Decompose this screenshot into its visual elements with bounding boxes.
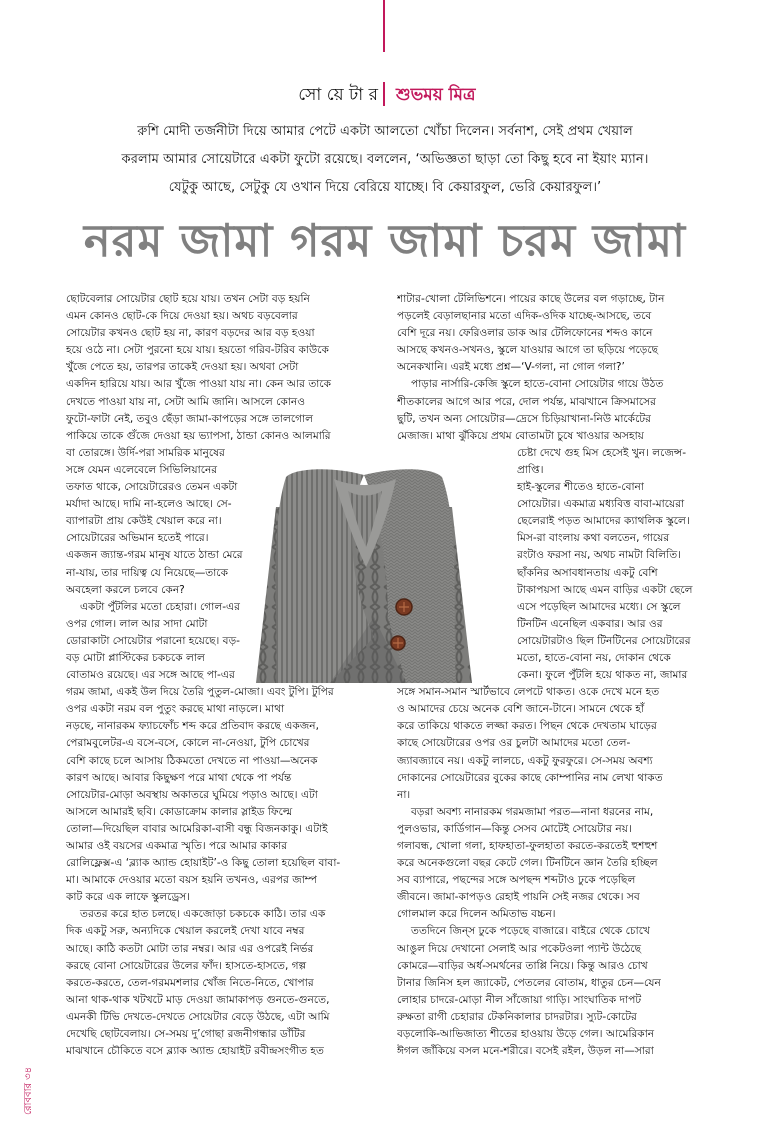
author-name: শুভময় মিত্র bbox=[396, 85, 476, 105]
body-line: গলাবন্ধ, খোলা গলা, হাফহাতা-ফুলহাতা করতে-করতেই হুশহুশ bbox=[397, 840, 658, 852]
body-line: সোয়েটার-মোড়া অবস্থায় অকাতরে ঘুমিয়ে পড়াও আছে। এটা bbox=[66, 788, 318, 801]
body-line: ও আমাদের চেয়ে অনেক বেশি জানে-টানে। সামনে থেকে হাঁ bbox=[397, 703, 645, 716]
body-line: আসছে কখনও-সখনও, স্কুলে যাওয়ার আগে তা ছড়িয়ে পড়েছে bbox=[397, 344, 659, 357]
page-number: রোববার ৩৪ bbox=[23, 1066, 34, 1115]
body-line: করে অনেকগুলো বছর কেটে গেল। টিনটিনে জ্ঞান তৈরি হচ্ছিল bbox=[397, 857, 658, 870]
body-line: ছোটবেলার সোয়েটার ছোট হয়ে যায়। তখন সেটা বড় হয়নি bbox=[66, 293, 310, 305]
body-line: রংটাও ফরসা নয়, অথচ নামটা বিলিতি। bbox=[517, 549, 681, 562]
body-line: ফুটো-ফাটা নেই, তবুও ছেঁড়া জামা-কাপড়ের সঙ্গে তালগোল bbox=[66, 412, 314, 425]
body-line: গরম জামা, একই উল দিয়ে তৈরি পুতুল-মোজা। এবং টুপি। টুপির bbox=[66, 686, 334, 699]
body-line: নড়ছে, নানারকম ফ্যাচফোঁচ শব্দ করে প্রতিবাদ করছে একজন, bbox=[66, 720, 319, 733]
page-footer bbox=[20, 1015, 38, 1115]
body-line: কারণ আছে। আবার কিছুক্ষণ পরে মাথা থেকে পা পর্যন্ত bbox=[66, 771, 292, 784]
body-line: করে তাকিয়ে থাকতে লজ্জা করত। পিছন থেকে দেখতাম ঘাড়ের bbox=[397, 720, 657, 733]
body-line: শাটার-খোলা টেলিভিশনে। পায়ের কাছে উলের বল গড়াচ্ছে, টান bbox=[397, 293, 665, 305]
body-line: গোলমাল করে দিলেন অমিতাভ বচ্চন। bbox=[397, 908, 556, 921]
body-line: একটা পুঁটলির মতো চেহারা। গোল-এর bbox=[80, 600, 240, 613]
body-line: সঙ্গে যেমন এলেবেলে সিভিলিয়ানের bbox=[66, 463, 218, 476]
body-line: খুঁজে পেতে হয়, তারপর তাকেই দেওয়া হয়। অথবা সেটা bbox=[66, 361, 299, 374]
body-line: হয়ে ওঠে না। সেটা পুরনো হয়ে যায়। হয়তো গরিব-টরিব কাউকে bbox=[66, 344, 329, 357]
body-line: আমার ওই বয়সের একমাত্র স্মৃতি। পরে আমার কাকার bbox=[66, 840, 288, 852]
body-line: প্রাপ্তি। bbox=[517, 463, 544, 476]
body-line: আনা থাক-থাক খটখটে মাড় দেওয়া জামাকাপড় গুনতে-গুনতে, bbox=[66, 993, 330, 1006]
body-line: পাকিয়ে তাকে গুঁজে দেওয়া হয় ভ্যাপসা, ঠান্ডা কোনও আলমারি bbox=[66, 429, 331, 442]
body-line: কাট করে এক লাফে স্কুলড্রেস। bbox=[66, 891, 190, 904]
body-line: সঙ্গে সমান-সমান স্মার্টভাবে লেপটে থাকত। ওকে দেখে মনে হত bbox=[397, 686, 660, 699]
body-line: দিক একটু সরু, অন্যদিকে খেয়াল করলেই দেখা যাবে নম্বর bbox=[66, 925, 305, 938]
body-line: মিস-রা বাংলায় কথা বলতেন, গায়ের bbox=[517, 532, 670, 545]
body-line: রুক্ষতা রাগী চেহারার টেকনিকালার চাদরটার। স্যুট-কোটের bbox=[397, 1010, 637, 1023]
sweater-image bbox=[256, 467, 472, 683]
body-line: দোকানের সোয়েটারের বুকের কাছে কোম্পানির নাম লেখা থাকত bbox=[397, 771, 663, 784]
body-line: আসলে আমারই ছবি। কোডাক্রোম কালার স্লাইড ফিল্মে bbox=[66, 805, 293, 818]
body-line: আঙুল দিয়ে দেখানো সেলাই আর পকেটওলা প্যান্ট উঠেছে bbox=[397, 942, 642, 955]
body-line: মর্যাদা আছে। দামি না-হলেও আছে। সে- bbox=[66, 498, 232, 511]
body-line: ছুটি, তখন অন্য সোয়েটার—দ্রেসে চিড়িয়াখানা-নিউ মার্কেটের bbox=[397, 412, 651, 425]
body-line: তফাত থাকে, সোয়েটারেরও তেমন একটা bbox=[66, 481, 238, 494]
body-line: টাকাপয়সা আছে এমন বাড়ির একটা ছেলে bbox=[517, 583, 693, 596]
body-line: বা তোরঙ্গে। উর্দি-পরা সামরিক মানুষের bbox=[66, 446, 225, 459]
body-line: একজন জ্যান্ত-গরম মানুষ যাতে ঠান্ডা মেরে bbox=[66, 549, 243, 562]
intro-line: যেটুকু আছে, সেটুকু যে ওখান দিয়ে বেরিয়ে যাচ্ছে। বি কেয়ারফুল, ভেরি কেয়ারফুল।’ bbox=[168, 180, 602, 195]
body-line: টানার জিনিস হল জ্যাকেট, পেতলের বোতাম, ধাতুর চেন—যেন bbox=[397, 976, 661, 989]
body-line: রোলিফ্লেক্স-এ ‘ব্ল্যাক অ্যান্ড হোয়াইট’-ও কিছু তোলা হয়েছিল বাবা- bbox=[66, 857, 341, 870]
body-line: হাই-স্কুলের শীতেও হাতে-বোনা bbox=[517, 481, 644, 494]
body-line: কেনা। ফুলে পুঁটলি হয়ে থাকত না, জামার bbox=[517, 669, 688, 682]
body-line: মাঝখানে চৌকিতে বসে ব্ল্যাক অ্যান্ড হোয়াইট রবীন্দ্রসংগীত হত bbox=[66, 1045, 324, 1058]
body-line: দেখেছি ছোটবেলায়। সে-সময় দু’গোছা রজনীগন্ধার ডাঁটির bbox=[66, 1028, 306, 1041]
body-line: এমনকী টিভি দেখতে-দেখতে সোয়েটার বেড়ে উঠছে, এটা আমি bbox=[66, 1010, 330, 1023]
body-line: টিনটিন এনেছিল একবার। আর ওর bbox=[517, 617, 663, 630]
header-divider bbox=[383, 82, 385, 106]
body-line: করছে বোনা সোয়েটারের উলের ফাঁদ। হাসতে-হাসতে, গল্প bbox=[66, 959, 307, 972]
body-line: অবহেলা করলে চলবে কেন? bbox=[66, 583, 185, 596]
body-line: ওপর গোল। লাল আর সাদা মোটা bbox=[66, 617, 208, 630]
body-line: অনেকখানি। এরই মধ্যে প্রশ্ন—‘V-গলা, না গোল গলা?’ bbox=[397, 361, 625, 374]
body-line: পুলওভার, কার্ডিগান—কিন্তু সেসব মোটেই সোয়েটার নয়। bbox=[397, 822, 632, 835]
body-line: তোলা—দিয়েছিল বাবার আমেরিকা-বাসী বন্ধু বিজনকাকু। এটাই bbox=[66, 822, 328, 835]
body-line: ঈগল জাঁকিয়ে বসল মনে-শরীরে। বসেই রইল, উড়ল না—সারা bbox=[397, 1045, 654, 1058]
body-line: ওপর একটা নরম বল পুতুং করছে মাথা নাড়লে। মাথা bbox=[66, 703, 285, 716]
body-line: বড় মোটা প্লাস্টিকের চকচকে লাল bbox=[66, 651, 205, 664]
body-line: বোতামও রয়েছে। এর সঙ্গে আছে পা-এর bbox=[66, 669, 235, 682]
body-line: সোয়েটারের অভিমান হতেই পারে। bbox=[66, 532, 209, 545]
body-line: ডোরাকাটা সোয়েটার পরানো হয়েছে। বড়- bbox=[66, 634, 240, 647]
body-line: সব ব্যাপারে, পছন্দের সঙ্গে অপছন্দ শব্দটাও ঢুকে পড়েছিল bbox=[397, 874, 636, 887]
body-line: জ্যাবজ্যাবে নয়। একটু লালচে, একটু ফুরফুরে। সে-সময় অবশ্য bbox=[397, 754, 653, 767]
intro-line: করলাম আমার সোয়েটারে একটা ফুটো রয়েছে। বললেন, ‘অভিজ্ঞতা ছাড়া তো কিছু হবে না ইয়াং ম্যান। bbox=[121, 152, 649, 167]
body-line: মা। আমাকে দেওয়ার মতো বয়স হয়নি তখনও, এরপর জাম্প bbox=[66, 874, 318, 887]
article-headline: নরম জামা গরম জামা চরম জামা bbox=[83, 214, 687, 267]
body-line: চেষ্টা দেখে গুহ মিস হেসেই খুন। লজেন্স- bbox=[517, 446, 687, 459]
top-accent-rule bbox=[383, 0, 385, 52]
body-line: করতে-করতে, তেল-গরমমশলার খোঁজ নিতে-নিতে, খোপার bbox=[66, 976, 314, 989]
body-line: লোহার চাদরে-মোড়া নীল সাঁজোয়া গাড়ি। সাংঘাতিক দাপট bbox=[397, 993, 642, 1006]
body-line: দেখতে পাওয়া যায় না, সেটা আমি জানি। আসলে কোনও bbox=[66, 395, 306, 408]
body-line: বড়রা অবশ্য নানারকম গরমজামা পরত—নানা ধরনের নাম, bbox=[411, 805, 654, 818]
sweater-photo bbox=[256, 467, 472, 683]
body-line: তরতর করে হাত চলছে। একজোড়া চকচকে কাঠি। তার এক bbox=[80, 908, 326, 921]
body-line: পেরামবুলেটর-এ বসে-বসে, কোলে না-নেওয়া, টুপি চোখের bbox=[66, 737, 310, 750]
body-line: পাড়ার নার্সারি-কেজি স্কুলে হাতে-বোনা সোয়েটার গায়ে উঠত bbox=[411, 378, 664, 391]
body-line: না-যায়, তার দায়িত্ব যে নিয়েছে—তাকে bbox=[66, 566, 228, 579]
body-line: বেশি কাছে চলে আসায় ঠিকমতো দেখতে না পাওয়া—অনেক bbox=[66, 754, 318, 767]
body-line: বড়লোকি-আভিজাত্য শীতের হাওয়ায় উড়ে গেল। আমেরিকান bbox=[397, 1028, 655, 1041]
body-line: বেশি দূরে নয়। ফেরিওলার ডাক আর টেলিফোনের শব্দও কানে bbox=[397, 327, 653, 340]
body-line: কাছে সোয়েটারের ওপর ওর চুলটা আমাদের মতো তেল- bbox=[397, 737, 631, 750]
body-line: শীতকালের আগে আর পরে, দোল পর্যন্ত, মাঝখানে ক্রিসমাসের bbox=[397, 395, 656, 408]
intro-line: রুশি মোদী তর্জনীটা দিয়ে আমার পেটে একটা আলতো খোঁচা দিলেন। সর্বনাশ, সেই প্রথম খেয়াল bbox=[137, 124, 633, 139]
body-line: এসে পড়েছিল আমাদের মধ্যে। সে স্কুলে bbox=[517, 600, 681, 613]
body-line: কোমরে—বাড়ির অর্ধ-সমর্থনের তাপ্পি নিয়ে। কিন্তু আরও চোখ bbox=[397, 959, 648, 972]
section-label: সো য়ে টা র bbox=[298, 85, 378, 105]
body-line: আছে। কাঠি কতটা মোটা তার নম্বর। আর এর ওপরেই নির্ভর bbox=[66, 942, 314, 955]
body-line: সোয়েটার। একমাত্র মধ্যবিত্ত বাবা-মায়েরা bbox=[517, 498, 685, 511]
article-header bbox=[0, 82, 770, 106]
body-line: ছেলেরাই পড়ত আমাদের ক্যাথলিক স্কুলে। bbox=[517, 515, 690, 528]
body-line: মতো, হাতে-বোনা নয়, দোকান থেকে bbox=[517, 651, 671, 664]
body-line: পড়লেই বেড়ালছানার মতো এদিক-ওদিক যাচ্ছে-আসছে, তবে bbox=[397, 310, 652, 323]
body-line: সোয়েটার কখনও ছোট হয় না, কারণ বড়দের আর বড় হওয়া bbox=[66, 327, 315, 340]
body-line: মেজাজ। মাথা ঝুঁকিয়ে প্রথম বোতামটা চুষে খাওয়ার অসহায় bbox=[397, 429, 644, 442]
body-line: সোয়েটারটাও ছিল টিনটিনের সোয়েটারের bbox=[517, 634, 691, 647]
body-line: ততদিনে জিন্‌স ঢুকে পড়েছে বাজারে। বাইরে থেকে চোখে bbox=[411, 925, 650, 938]
intro-paragraph bbox=[40, 118, 730, 202]
body-line: না। bbox=[397, 788, 411, 801]
body-line: এমন কোনও ছোট-কে দিয়ে দেওয়া হয়। অথচ বড়বেলার bbox=[66, 310, 298, 323]
body-line: জীবনে। জামা-কাপড়ও রেহাই পায়নি সেই নজর থেকে। সব bbox=[397, 891, 640, 904]
body-line: একদিন হারিয়ে যায়। আর খুঁজে পাওয়া যায় না। কেন আর তাকে bbox=[66, 378, 332, 391]
body-line: ব্যাপারটা প্রায় কেউই খেয়াল করে না। bbox=[66, 515, 222, 528]
body-line: ছাঁকনির অসাবধানতায় একটু বেশি bbox=[517, 566, 658, 579]
